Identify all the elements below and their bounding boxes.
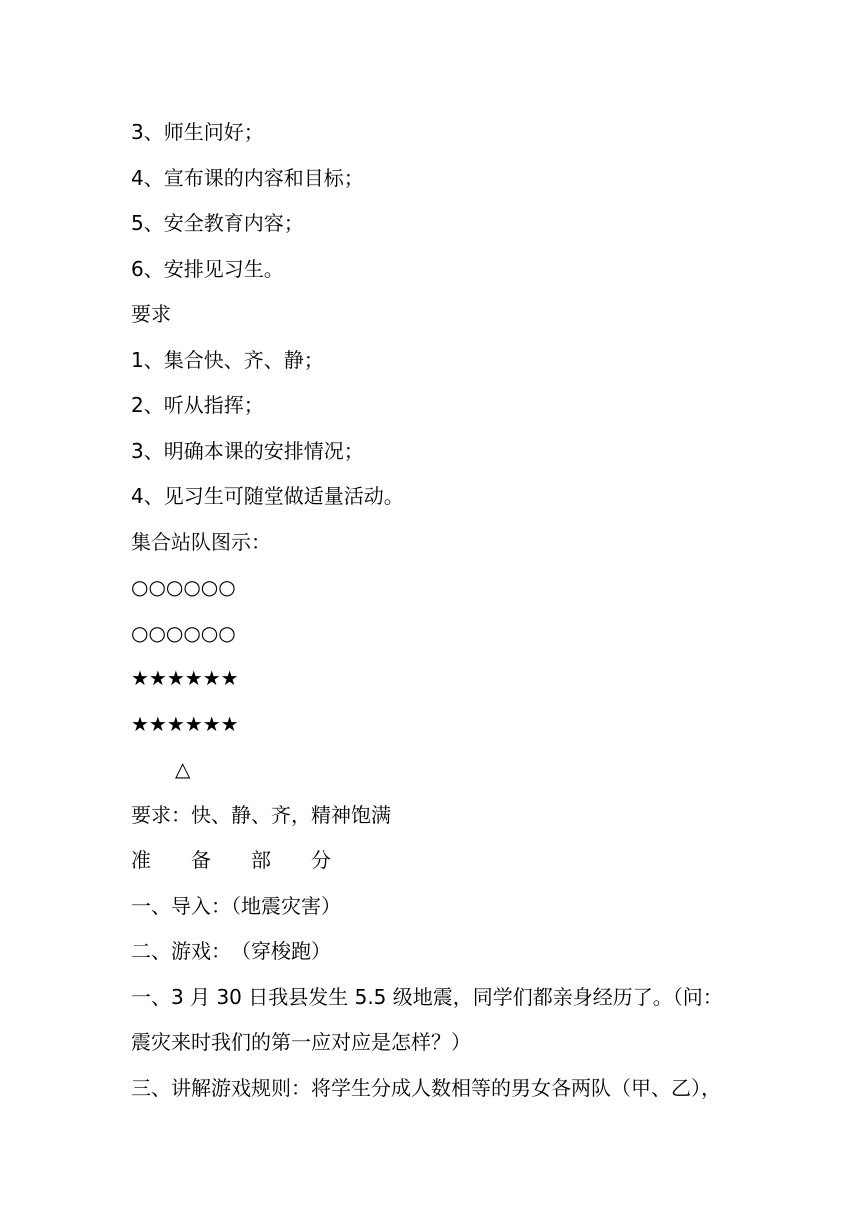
formation-row-circles-2: ○○○○○○ [131,620,236,645]
text-line-21: 震灾来时我们的第一应对应是怎样？） [131,1030,471,1054]
formation-row-stars-2: ★★★★★★ [131,711,239,736]
formation-diagram-heading: 集合站队图示： [131,529,271,554]
section-heading-preparation: 准 备 部 分 [131,848,331,872]
text-line-8: 3、明确本课的安排情况； [131,438,364,463]
formation-row-circles-1: ○○○○○○ [131,575,236,599]
text-line-19: 二、游戏： （穿梭跑） [131,939,331,963]
text-line-1: 3、师生问好； [131,120,264,144]
text-line-4: 6、安排见习生。 [131,256,284,281]
text-line-18: 一、导入：（地震灾害） [131,893,341,918]
text-line-16: 要求：快、静、齐，精神饱满 [131,802,391,827]
document-body [131,110,741,1111]
text-line-6: 1、集合快、齐、静； [131,347,324,372]
text-line-22: 三、讲解游戏规则：将学生分成人数相等的男女各两队（甲、乙）， [131,1075,721,1100]
text-line-20: 一、3 月 30 日我县发生 5.5 级地震，同学们都亲身经历了。（问： [131,984,723,1009]
requirements-heading: 要求 [131,302,171,326]
formation-row-stars-1: ★★★★★★ [131,666,239,690]
teacher-position-triangle: △ [175,757,191,781]
text-line-2: 4、宣布课的内容和目标； [131,165,364,190]
text-line-7: 2、听从指挥； [131,393,264,417]
text-line-3: 5、安全教育内容； [131,211,304,235]
text-line-9: 4、见习生可随堂做适量活动。 [131,484,404,508]
